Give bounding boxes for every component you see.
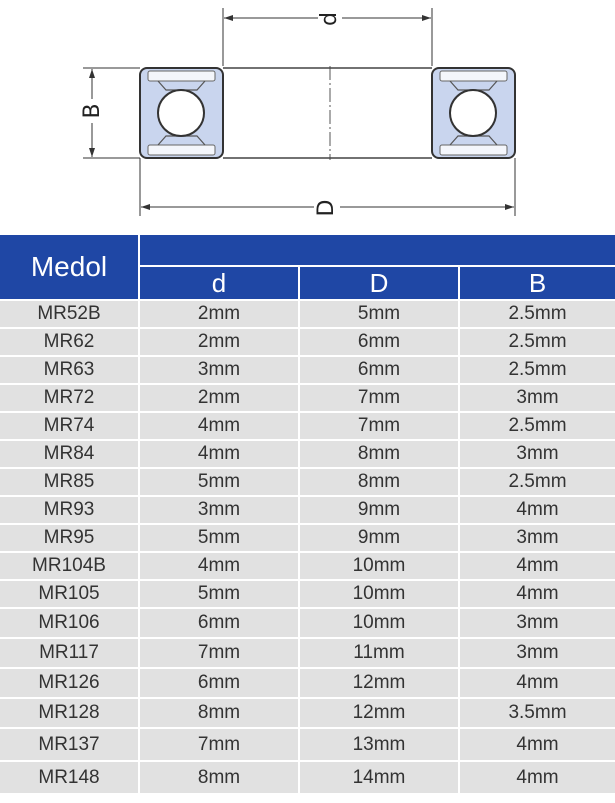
d-arrow-right [422,15,431,21]
width-cell: 4mm [460,729,615,760]
outer-diameter-cell: 7mm [300,413,458,439]
inner-diameter-cell: 8mm [140,762,298,793]
model-cell: MR62 [0,329,138,355]
width-cell: 3.5mm [460,699,615,727]
b-dimension-label: B [80,103,105,119]
header-top-band [140,235,615,265]
table-row [0,639,615,667]
ball-right [450,90,496,136]
b-arrow-bottom [89,148,95,157]
model-cell: MR74 [0,413,138,439]
bearing-section-right [432,68,515,158]
model-cell: MR52B [0,301,138,327]
width-cell: 3mm [460,609,615,637]
model-cell: MR63 [0,357,138,383]
inner-diameter-cell: 2mm [140,301,298,327]
inner-diameter-cell: 8mm [140,699,298,727]
width-cell: 2.5mm [460,301,615,327]
width-cell: 2.5mm [460,469,615,495]
inner-diameter-cell: 3mm [140,357,298,383]
table-row [0,497,615,523]
width-cell: 4mm [460,553,615,579]
bearing-cross-section [0,0,615,232]
table-row [0,525,615,551]
table-row [0,669,615,697]
width-cell: 3mm [460,639,615,667]
outer-diameter-cell: 14mm [300,762,458,793]
column-header-b: B [460,267,615,299]
width-cell: 4mm [460,497,615,523]
inner-diameter-cell: 2mm [140,385,298,411]
inner-diameter-cell: 6mm [140,669,298,697]
model-cell: MR72 [0,385,138,411]
outer-diameter-cell: 7mm [300,385,458,411]
model-cell: MR106 [0,609,138,637]
table-row [0,699,615,727]
width-cell: 3mm [460,441,615,467]
outer-diameter-cell: 9mm [300,525,458,551]
outer-diameter-cell: 5mm [300,301,458,327]
outer-diameter-cell: 10mm [300,553,458,579]
model-cell: MR84 [0,441,138,467]
table-row [0,581,615,607]
inner-diameter-cell: 2mm [140,329,298,355]
model-cell: MR126 [0,669,138,697]
table-row [0,385,615,411]
model-cell: MR137 [0,729,138,760]
width-cell: 4mm [460,581,615,607]
inner-diameter-cell: 4mm [140,553,298,579]
table-row [0,441,615,467]
inner-diameter-cell: 3mm [140,497,298,523]
brand-header-cell: Medol [0,235,138,299]
bearing-size-table [0,235,615,803]
d-dimension-label: d [317,12,342,26]
outer-diameter-cell: 8mm [300,469,458,495]
ball-left [158,90,204,136]
model-cell: MR93 [0,497,138,523]
inner-diameter-cell: 5mm [140,581,298,607]
outer-diameter-cell: 13mm [300,729,458,760]
inner-diameter-cell: 5mm [140,525,298,551]
table-row [0,762,615,793]
model-cell: MR117 [0,639,138,667]
table-row [0,357,615,383]
d-arrow-left [224,15,233,21]
inner-diameter-cell: 4mm [140,413,298,439]
outer-diameter-cell: 6mm [300,329,458,355]
dd-dimension-label: D [314,199,339,217]
bearing-section-left [140,68,223,158]
inner-diameter-cell: 6mm [140,609,298,637]
table-row [0,329,615,355]
outer-diameter-cell: 8mm [300,441,458,467]
table-row [0,609,615,637]
table-row [0,413,615,439]
model-cell: MR128 [0,699,138,727]
outer-diameter-cell: 9mm [300,497,458,523]
dd-arrow-right [505,204,514,210]
dd-arrow-left [141,204,150,210]
width-cell: 4mm [460,762,615,793]
inner-diameter-cell: 7mm [140,729,298,760]
bearing-dimension-diagram [0,0,615,232]
width-cell: 2.5mm [460,357,615,383]
outer-diameter-cell: 6mm [300,357,458,383]
width-cell: 2.5mm [460,413,615,439]
column-header-d: d [140,267,298,299]
width-cell: 3mm [460,525,615,551]
model-cell: MR85 [0,469,138,495]
b-arrow-top [89,69,95,78]
column-header-outer-d: D [300,267,458,299]
table-row [0,553,615,579]
table-row [0,301,615,327]
width-cell: 2.5mm [460,329,615,355]
width-cell: 3mm [460,385,615,411]
inner-diameter-cell: 7mm [140,639,298,667]
width-cell: 4mm [460,669,615,697]
model-cell: MR148 [0,762,138,793]
table-row [0,729,615,760]
model-cell: MR105 [0,581,138,607]
outer-diameter-cell: 11mm [300,639,458,667]
outer-diameter-cell: 10mm [300,581,458,607]
table-row [0,469,615,495]
model-cell: MR95 [0,525,138,551]
table-header [0,235,615,299]
outer-diameter-cell: 12mm [300,669,458,697]
inner-diameter-cell: 5mm [140,469,298,495]
outer-diameter-cell: 12mm [300,699,458,727]
outer-diameter-cell: 10mm [300,609,458,637]
inner-diameter-cell: 4mm [140,441,298,467]
table-body [0,301,615,795]
model-cell: MR104B [0,553,138,579]
